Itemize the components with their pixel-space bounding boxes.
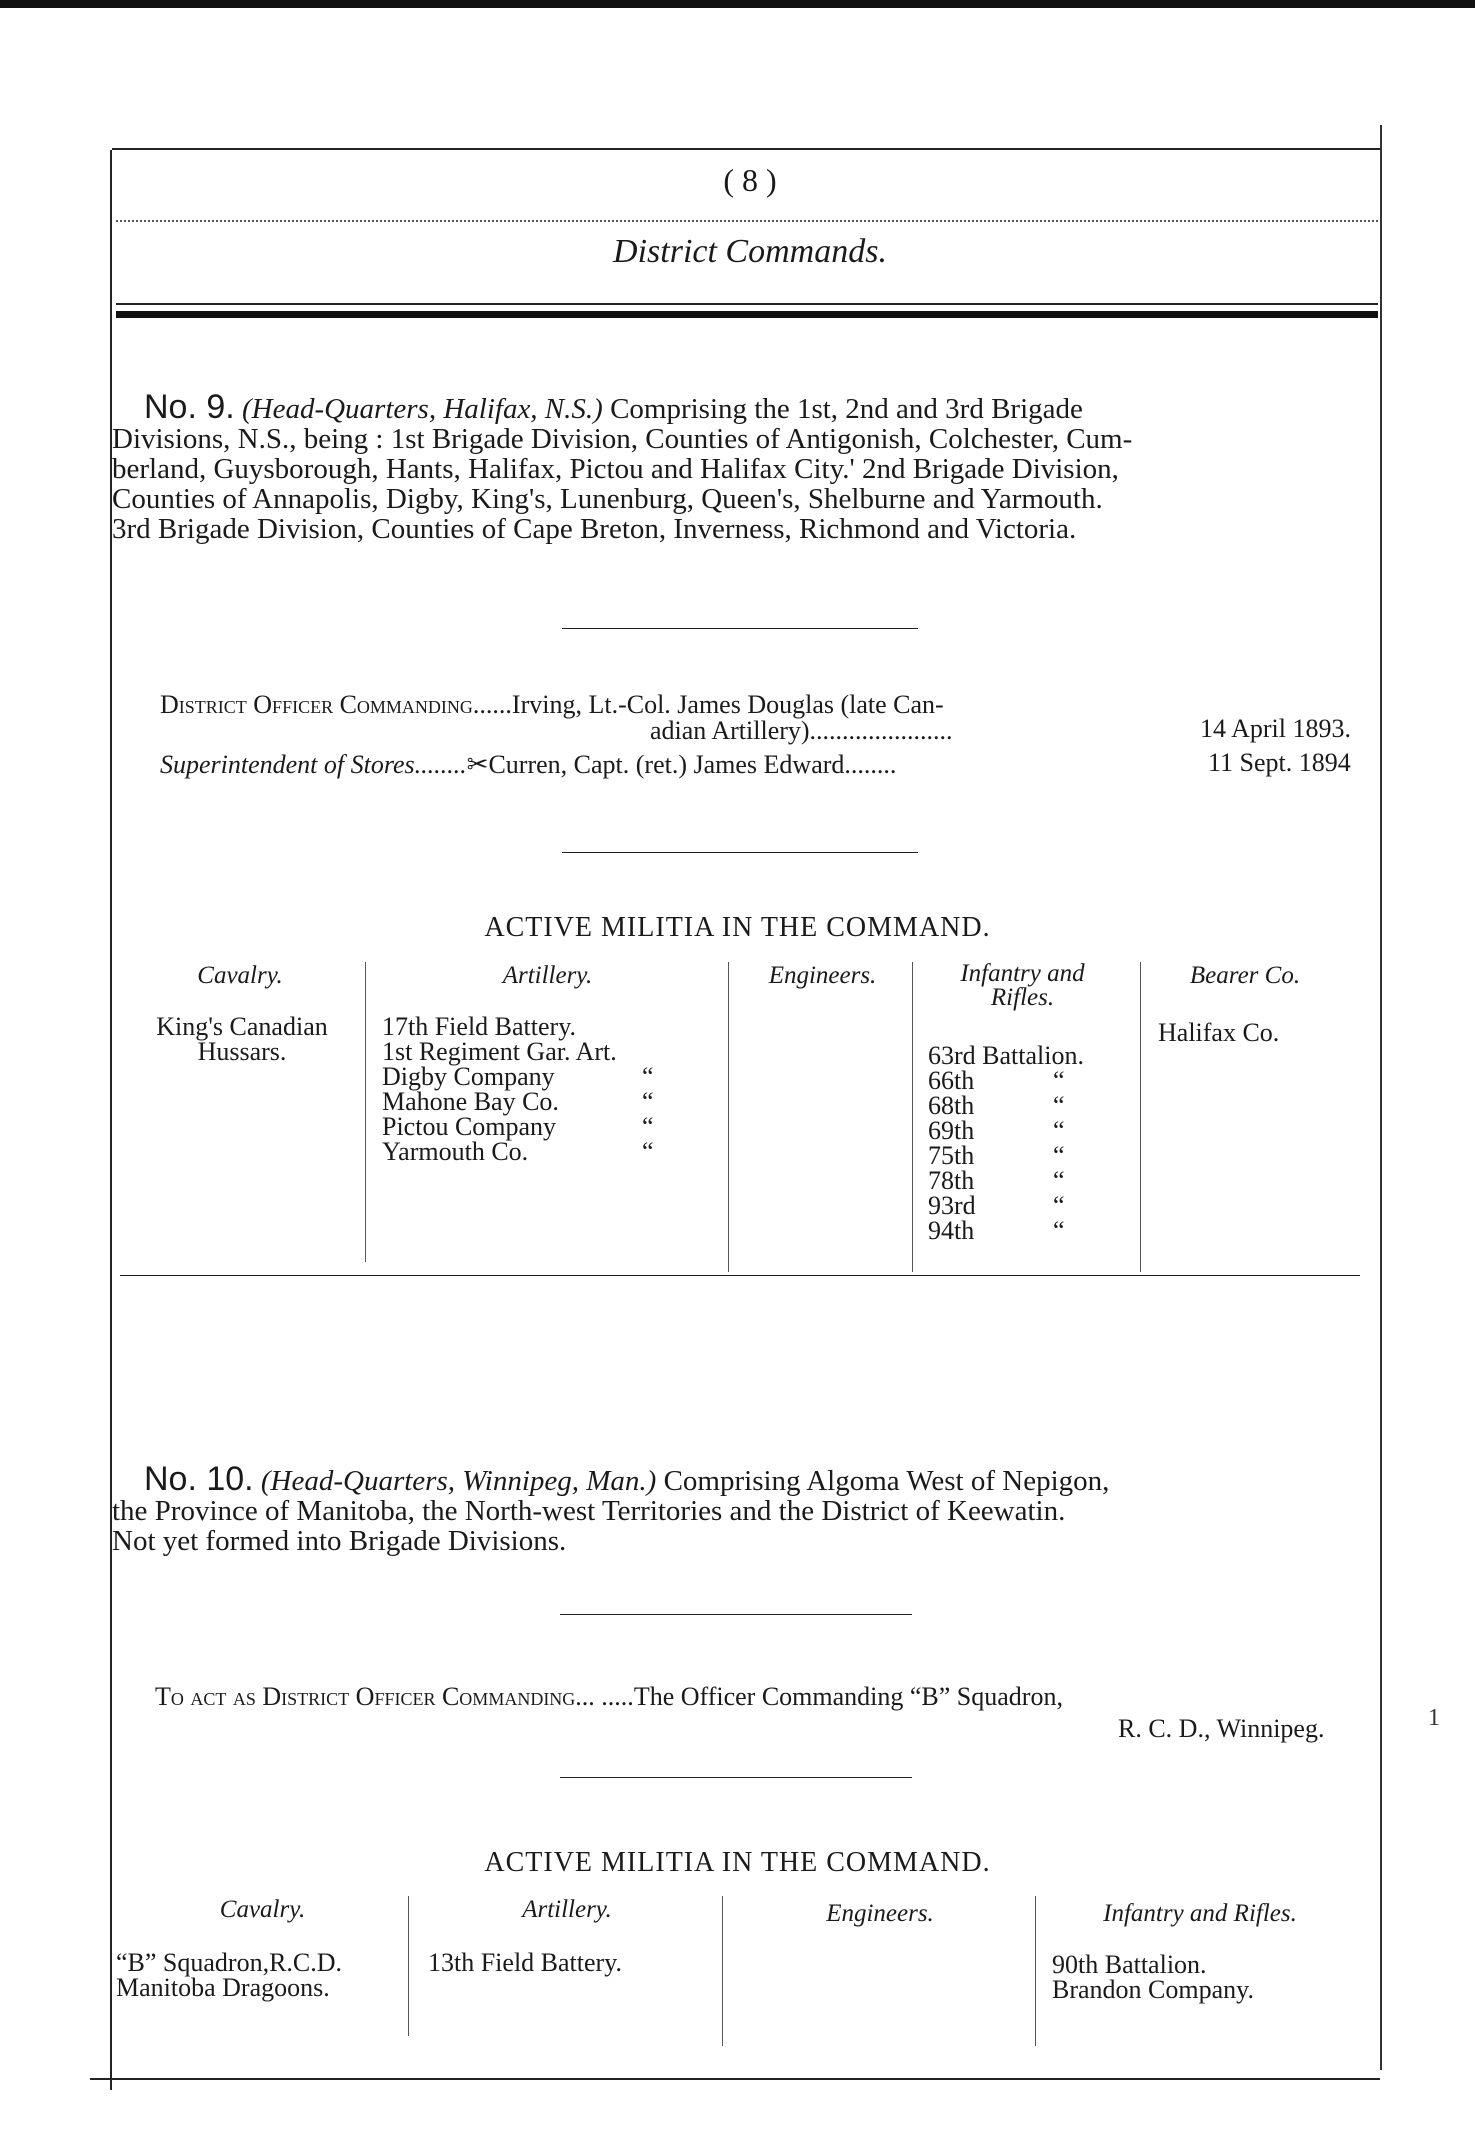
cavalry-cell-10: [116, 1950, 342, 2000]
district-10-number: No. 10.: [144, 1460, 254, 1498]
col-infantry: Infantry and Rifles.: [1103, 1900, 1297, 1927]
heading-thick-rule: [116, 311, 1378, 318]
column-divider: [1140, 962, 1141, 1272]
artillery-unit: Yarmouth Co. “: [382, 1137, 654, 1166]
bearer-unit: Halifax Co.: [1158, 1018, 1280, 1047]
act-value: The Officer Commanding “B” Squadron,: [633, 1682, 1063, 1711]
cavalry-unit: “B” Squadron,R.C.D.: [116, 1948, 343, 1977]
district-9-line: berland, Guysborough, Hants, Halifax, Pictou and Halifax City.' 2nd Brigade Division,: [112, 453, 1119, 485]
infantry-unit: 68th “: [928, 1091, 1065, 1120]
cavalry-cell-9: [122, 1014, 362, 1064]
separator: [562, 852, 918, 853]
column-divider: [912, 962, 913, 1272]
district-9-headquarters: (Head-Quarters, Halifax, N.S.): [241, 393, 603, 425]
district-9-line: 3rd Brigade Division, Counties of Cape Breton, Inverness, Richmond and Victoria.: [112, 513, 1077, 545]
col-cavalry: Cavalry.: [219, 1896, 306, 1923]
section-title: District Commands.: [613, 233, 887, 270]
infantry-unit: 90th Battalion.: [1052, 1950, 1207, 1979]
artillery-list-9: [382, 1014, 654, 1164]
right-frame-line: [1380, 125, 1382, 2070]
infantry-list-9: [928, 1043, 1084, 1243]
infantry-cell-10: [1052, 1952, 1254, 2002]
page-number: ( 8 ): [723, 162, 777, 198]
scissors-icon: ✂: [466, 750, 489, 779]
district-10-description: [112, 1460, 1362, 1557]
artillery-unit: Mahone Bay Co. “: [382, 1087, 654, 1116]
district-9-line: Counties of Annapolis, Digby, King's, Lunenburg, Queen's, Shelburne and Yarmouth.: [112, 483, 1103, 515]
stores-row: [160, 750, 896, 780]
column-divider: [728, 962, 729, 1272]
table-bottom-rule: [120, 1275, 1360, 1276]
doc-label: District Officer Commanding......: [160, 690, 512, 719]
infantry-unit: 94th “: [928, 1216, 1065, 1245]
footer-rule: [90, 2078, 1380, 2080]
cavalry-unit: Hussars.: [197, 1037, 287, 1066]
doc-date: 14 April 1893.: [1200, 714, 1351, 743]
column-divider: [1035, 1896, 1036, 2046]
col-artillery: Artillery.: [522, 1896, 612, 1923]
artillery-unit: 13th Field Battery.: [428, 1948, 623, 1977]
stores-label: Superintendent of Stores........: [160, 750, 467, 779]
separator: [560, 1777, 912, 1778]
district-10-headquarters: (Head-Quarters, Winnipeg, Man.): [260, 1465, 657, 1497]
infantry-unit: 93rd “: [928, 1191, 1065, 1220]
header-top-rule: [112, 148, 1380, 150]
artillery-unit: Pictou Company “: [382, 1112, 654, 1141]
col-cavalry: Cavalry.: [197, 962, 283, 989]
district-9-number: No. 9.: [144, 388, 235, 426]
act-value-cont: R. C. D., Winnipeg.: [1118, 1714, 1325, 1743]
district-10-line: Comprising Algoma West of Nepigon,: [663, 1465, 1110, 1497]
cavalry-unit: Manitoba Dragoons.: [116, 1973, 330, 2002]
col-engineers: Engineers.: [768, 962, 877, 989]
district-9-line: Comprising the 1st, 2nd and 3rd Brigade: [610, 393, 1083, 425]
col-infantry: [915, 962, 1130, 1010]
district-9-line: Divisions, N.S., being : 1st Brigade Division, Counties of Antigonish, Colchester, Cum-: [112, 423, 1133, 455]
doc-name: Irving, Lt.-Col. James Douglas (late Can-: [511, 690, 944, 719]
infantry-unit: 66th “: [928, 1066, 1065, 1095]
infantry-unit: 69th “: [928, 1116, 1065, 1145]
artillery-unit: 1st Regiment Gar. Art.: [382, 1037, 617, 1066]
col-bearer: Bearer Co.: [1189, 962, 1301, 989]
header-dotted-rule: [116, 220, 1378, 222]
col-infantry-line: Rifles.: [990, 984, 1055, 1011]
infantry-unit: 75th “: [928, 1141, 1065, 1170]
militia-title-10: ACTIVE MILITIA IN THE COMMAND.: [484, 1847, 991, 1878]
separator: [562, 628, 918, 629]
act-label: To act as District Officer Commanding... .....: [155, 1682, 634, 1711]
infantry-unit: 63rd Battalion.: [928, 1041, 1084, 1070]
col-infantry-line: Infantry and: [960, 960, 1085, 987]
column-divider: [365, 962, 366, 1262]
cavalry-unit: King's Canadian: [156, 1012, 328, 1041]
district-10-line: the Province of Manitoba, the North-west Territories and the District of Keewatin.: [112, 1495, 1066, 1527]
top-border: [0, 0, 1475, 8]
infantry-unit: 78th “: [928, 1166, 1065, 1195]
col-artillery: Artillery.: [502, 962, 593, 989]
artillery-unit: 17th Field Battery.: [382, 1012, 577, 1041]
stores-name: Curren, Capt. (ret.) James Edward........: [488, 750, 897, 779]
doc-name-cont: adian Artillery)......................: [650, 716, 953, 745]
column-divider: [722, 1896, 723, 2046]
district-10-line: Not yet formed into Brigade Divisions.: [112, 1525, 567, 1557]
margin-mark: 1: [1428, 1705, 1440, 1731]
artillery-unit: Digby Company “: [382, 1062, 654, 1091]
column-divider: [408, 1896, 409, 2036]
heading-thin-rule: [116, 303, 1378, 305]
militia-title-9: ACTIVE MILITIA IN THE COMMAND.: [484, 912, 991, 943]
separator: [560, 1614, 912, 1615]
stores-date: 11 Sept. 1894: [1208, 748, 1351, 777]
act-row: [155, 1682, 1063, 1712]
col-engineers: Engineers.: [826, 1900, 934, 1927]
district-9-description: [112, 388, 1362, 545]
infantry-unit: Brandon Company.: [1052, 1975, 1254, 2004]
